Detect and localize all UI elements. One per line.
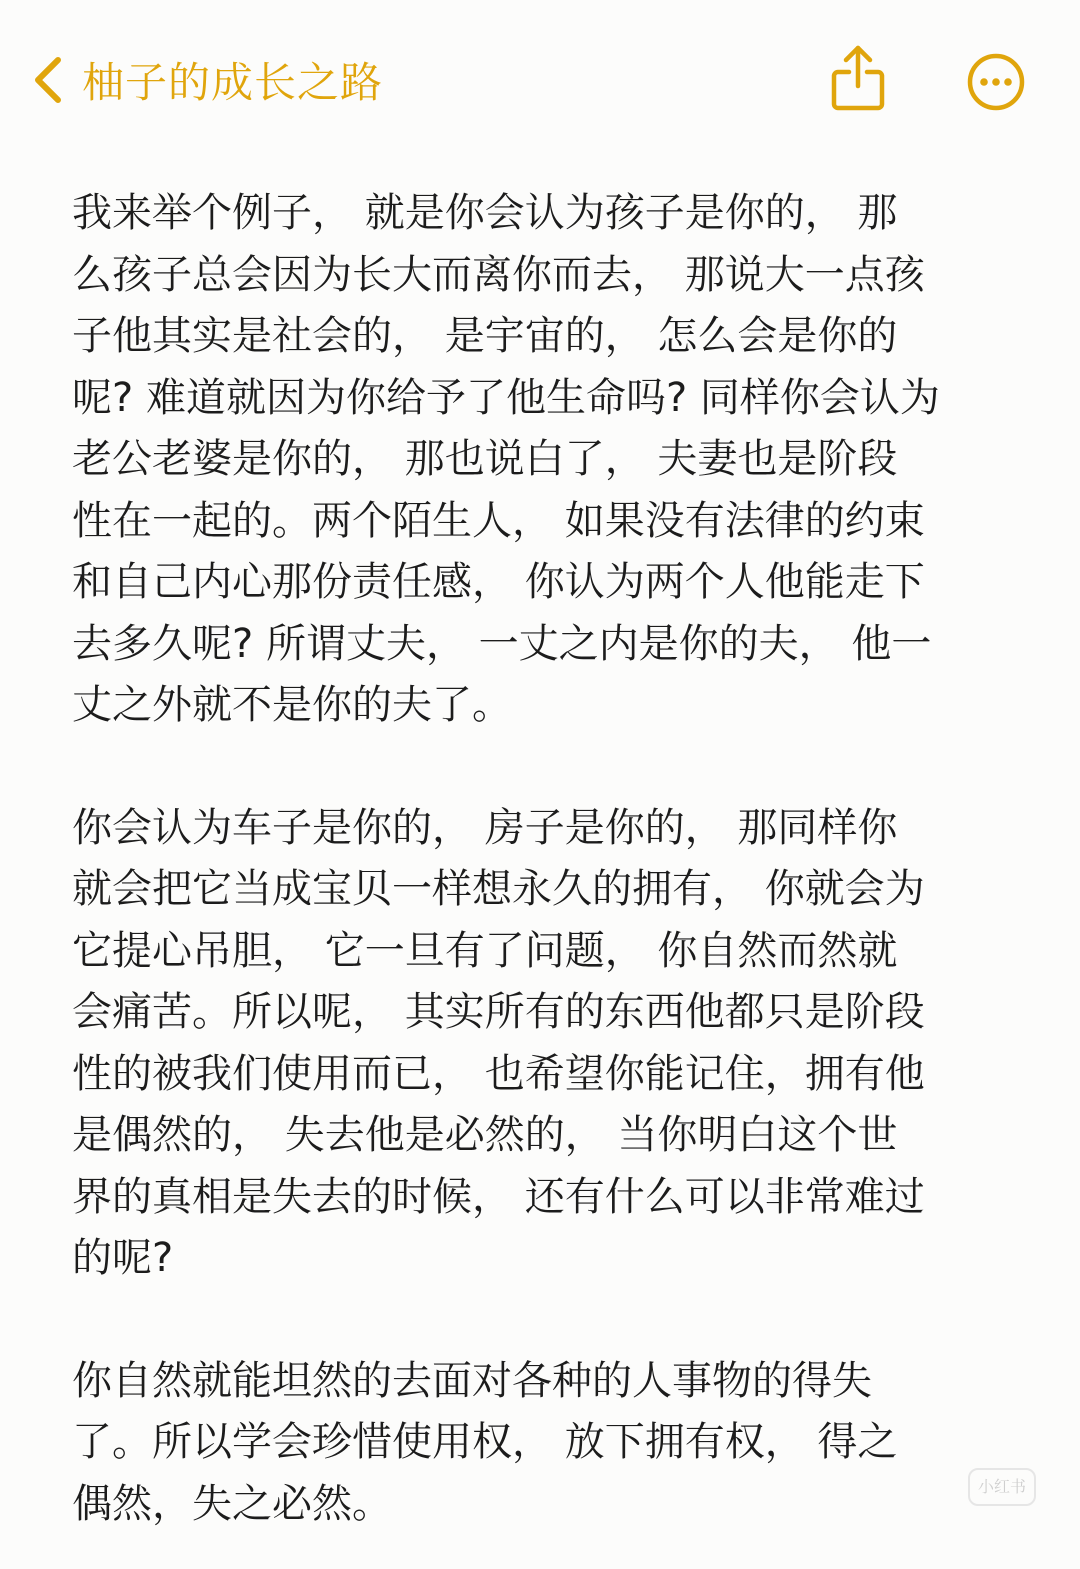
note-paragraph-1: 我来举个例子， 就是你会认为孩子是你的， 那 么孩子总会因为长大而离你而去， 那说大一点孩 子他其实是社会的， 是宇宙的， 怎么会是你的 呢? 难道就因为你给予了他生命吗? 同样你会认为 老公老婆是你的， 那也说白了， 夫妻也是阶段 性在一起的。两个陌生人， 如果没有法律的约束 和自己内心那份责任感， 你认为两个人他能走下 去多久呢? 所谓丈夫， 一丈之内是你的夫， 他一 丈之外就不是你的夫了。 (72, 190, 940, 728)
back-button[interactable] (28, 48, 383, 112)
note-paragraph-2: 你会认为车子是你的， 房子是你的， 那同样你 就会把它当成宝贝一样想永久的拥有， 你就会为 它提心吊胆， 它一旦有了问题， 你自然而然就 会痛苦。所以呢， 其实所有的东西他都只是阶段 性的被我们使用而已， 也希望你能记住，拥有他 是偶然的， 失去他是必然的， 当你明白这个世 界的真相是失去的时候， 还有什么可以非常难过 的呢? (72, 804, 925, 1281)
ellipsis-circle-icon (966, 52, 1026, 112)
more-options-button[interactable] (966, 52, 1026, 112)
watermark-logo: 小红书 (968, 1468, 1036, 1506)
share-icon (828, 42, 888, 114)
navigation-bar (0, 0, 1080, 150)
share-button[interactable] (828, 42, 888, 114)
folder-title: 柚子的成长之路 (82, 58, 384, 107)
note-paragraph-3: 你自然就能坦然的去面对各种的人事物的得失 了。所以学会珍惜使用权， 放下拥有权， 得之 偶然，失之必然。 (72, 1357, 898, 1527)
chevron-left-icon (28, 52, 68, 108)
note-body[interactable] (72, 183, 1012, 1535)
